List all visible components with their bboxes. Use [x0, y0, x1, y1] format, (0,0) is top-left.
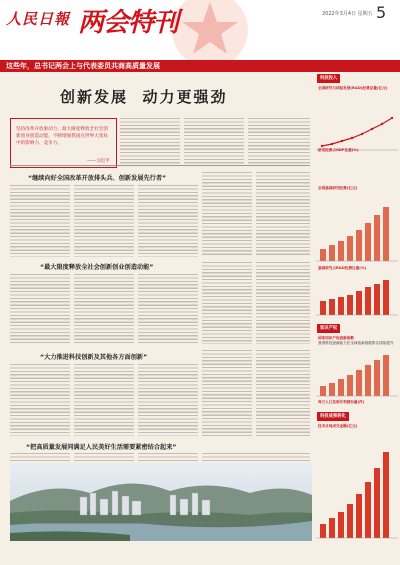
quote-text: 坚持改革开放驱动力，最大限度释放全社会创新创业创造动能，不断增强我国在世界大变局中的影响力、竞争力。 [16, 127, 108, 146]
quote-author: ——习近平 [87, 159, 110, 164]
article-text-block [202, 262, 252, 344]
divider [10, 165, 310, 166]
subheading-1: “继续向好全国改革开放排头兵、创新发展先行者” [28, 175, 167, 182]
sidebar-caption [318, 266, 396, 271]
article-text-block [138, 364, 198, 436]
article-text-block [256, 172, 310, 257]
caption-basic-research: 全国基础研究经费(亿元) [318, 186, 358, 190]
sidebar-caption [318, 186, 396, 191]
newspaper-logo: 人民日報 [6, 10, 71, 28]
article-text-block [202, 172, 252, 257]
article-text-block [184, 118, 244, 166]
sidebar-tag-tech-input: 科技投入 [317, 74, 340, 83]
subheading-2: “最大限度释放全社会创新创业创造动能” [40, 264, 154, 271]
sidebar-text-body: 我国科技创新能力在全球创新指数排名持续提升 [318, 341, 394, 345]
article-text-block [202, 453, 310, 461]
caption-patents: 每万人口发明专利拥有量(件) [318, 400, 365, 404]
article-text-block [256, 350, 310, 436]
tech-contract-chart [316, 432, 398, 542]
patent-bar-chart [316, 352, 398, 400]
city-photo [10, 463, 312, 541]
main-headline: 创新发展 动力更强劲 [60, 88, 228, 106]
caption-rd-ratio: 研发经费占GDP比重(%) [318, 148, 359, 152]
section-title: 两会特刊 [78, 8, 179, 38]
article-text-block [10, 185, 70, 257]
article-text-block [248, 118, 310, 166]
basic-research-ratio-chart [316, 275, 398, 319]
topic-banner [0, 60, 400, 72]
rd-spending-chart [316, 100, 398, 154]
caption-tech-contracts: 技术合同成交金额(亿元) [318, 424, 358, 428]
quote-box [10, 118, 117, 168]
sidebar-tag-tech-transfer: 科技成果转化 [317, 412, 349, 421]
article-text-block [74, 364, 134, 436]
sidebar-caption [318, 148, 396, 153]
basic-research-bar-chart [316, 195, 398, 265]
article-text-block [256, 262, 310, 344]
article-text-block [120, 118, 180, 166]
article-text-block [10, 274, 70, 344]
issue-date: 2022年3月4日 星期五 [322, 11, 373, 17]
subheading-4: “把高质量发展同满足人民美好生活需要紧密结合起来” [26, 444, 177, 451]
article-text-block [74, 274, 134, 344]
sidebar-caption [318, 424, 396, 429]
page-number: 5 [376, 3, 387, 22]
article-text-block [74, 185, 134, 257]
article-text-block [10, 364, 70, 436]
sidebar-caption [318, 86, 396, 91]
masthead [0, 0, 400, 60]
article-text-block [138, 453, 198, 461]
sidebar-tag-ip: 知识产权 [317, 324, 340, 333]
article-text-block [138, 185, 198, 257]
article-text-block [202, 350, 252, 436]
subheading-3: “大力推进科技创新及其他各方面创新” [40, 354, 148, 361]
article-text-block [10, 453, 70, 461]
caption-rd-spending: 全国研究与试验发展(R&D)经费总量(亿元) [318, 86, 388, 90]
article-text-block [138, 274, 198, 344]
article-text-block [74, 453, 134, 461]
sidebar-text [318, 336, 396, 346]
caption-basic-research-ratio: 基础研究占R&D经费比重(%) [318, 266, 367, 270]
sidebar-caption [318, 400, 396, 405]
sidebar-text-head: 国家知识产权创新指数 [318, 336, 354, 340]
topic-banner-text: 这些年，总书记两会上与代表委员共商高质量发展 [6, 62, 160, 70]
